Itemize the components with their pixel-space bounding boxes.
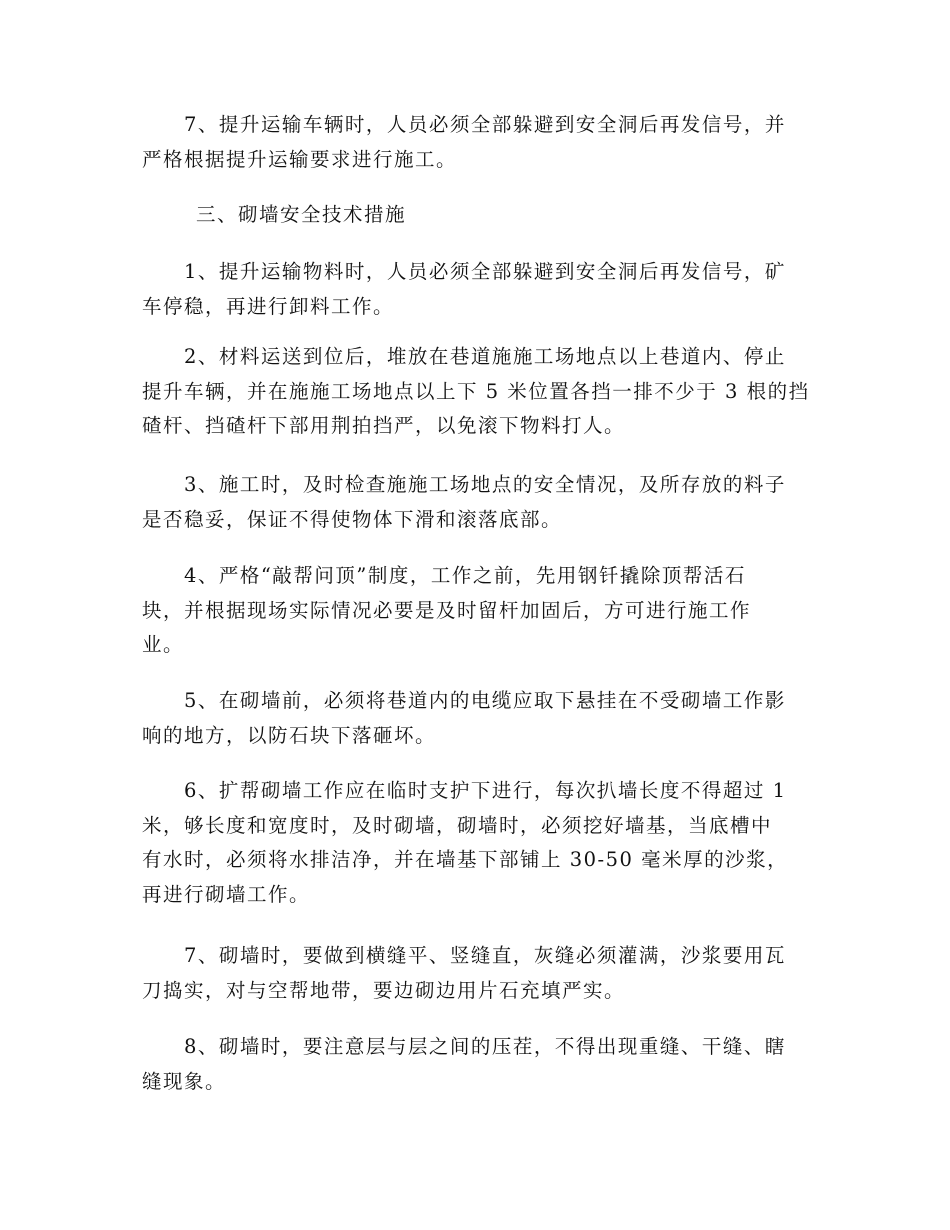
paragraph-item-4 bbox=[142, 559, 814, 663]
paragraph-line: 严格根据提升运输要求进行施工。 bbox=[142, 147, 458, 171]
paragraph-line: 4、严格“敲帮问顶”制度，工作之前，先用钢钎撬除顶帮活石 bbox=[184, 564, 746, 587]
paragraph-line: 1、提升运输物料时，人员必须全部躲避到安全洞后再发信号，矿 bbox=[184, 260, 786, 283]
paragraph-item-1 bbox=[142, 255, 814, 324]
section-heading: 三、砌墙安全技术措施 bbox=[196, 203, 407, 226]
paragraph-line: 车停稳，再进行卸料工作。 bbox=[142, 294, 395, 318]
paragraph-item-8 bbox=[142, 1030, 814, 1099]
paragraph-item-6 bbox=[142, 774, 814, 912]
paragraph-line: 7、提升运输车辆时，人员必须全部躲避到安全洞后再发信号，并 bbox=[184, 113, 786, 136]
paragraph-item-3 bbox=[142, 468, 814, 537]
paragraph-line: 碴杆、挡碴杆下部用荆拍挡严，以免滚下物料打人。 bbox=[142, 414, 626, 437]
paragraph-line: 是否稳妥，保证不得使物体下滑和滚落底部。 bbox=[142, 507, 563, 531]
paragraph-line: 再进行砌墙工作。 bbox=[142, 882, 311, 906]
paragraph-line: 8、砌墙时，要注意层与层之间的压茬，不得出现重缝、干缝、瞎 bbox=[184, 1035, 786, 1058]
paragraph-item-7-bricklaying bbox=[142, 939, 814, 1008]
paragraph-line: 7、砌墙时，要做到横缝平、竖缝直，灰缝必须灌满，沙浆要用瓦 bbox=[184, 944, 786, 967]
paragraph-line: 缝现象。 bbox=[142, 1069, 227, 1093]
paragraph-line: 米，够长度和宽度时，及时砌墙，砌墙时，必须挖好墙基，当底槽中 bbox=[142, 813, 773, 837]
paragraph-line: 3、施工时，及时检查施施工场地点的安全情况，及所存放的料子 bbox=[184, 473, 786, 496]
paragraph-item-2 bbox=[142, 340, 814, 444]
paragraph-line: 响的地方，以防石块下落砸坏。 bbox=[142, 723, 437, 747]
paragraph-line: 2、材料运送到位后，堆放在巷道施施工场地点以上巷道内、停止 bbox=[184, 345, 786, 368]
paragraph-line: 刀捣实，对与空帮地带，要边砌边用片石充填严实。 bbox=[142, 978, 626, 1002]
paragraph-item-7-lifting bbox=[142, 108, 814, 177]
paragraph-line: 业。 bbox=[142, 633, 185, 656]
paragraph-line: 提升车辆，并在施施工场地点以上下 5 米位置各挡一排不少于 3 根的挡 bbox=[142, 379, 810, 403]
paragraph-line: 块，并根据现场实际情况必要是及时留杆加固后，方可进行施工作 bbox=[142, 598, 752, 622]
paragraph-line: 5、在砌墙前，必须将巷道内的电缆应取下悬挂在不受砌墙工作影 bbox=[184, 689, 786, 712]
paragraph-line: 有水时，必须将水排洁净，并在墙基下部铺上 30-50 毫米厚的沙浆， bbox=[142, 848, 789, 871]
paragraph-line: 6、扩帮砌墙工作应在临时支护下进行，每次扒墙长度不得超过 1 bbox=[184, 779, 787, 802]
paragraph-item-5 bbox=[142, 684, 814, 753]
